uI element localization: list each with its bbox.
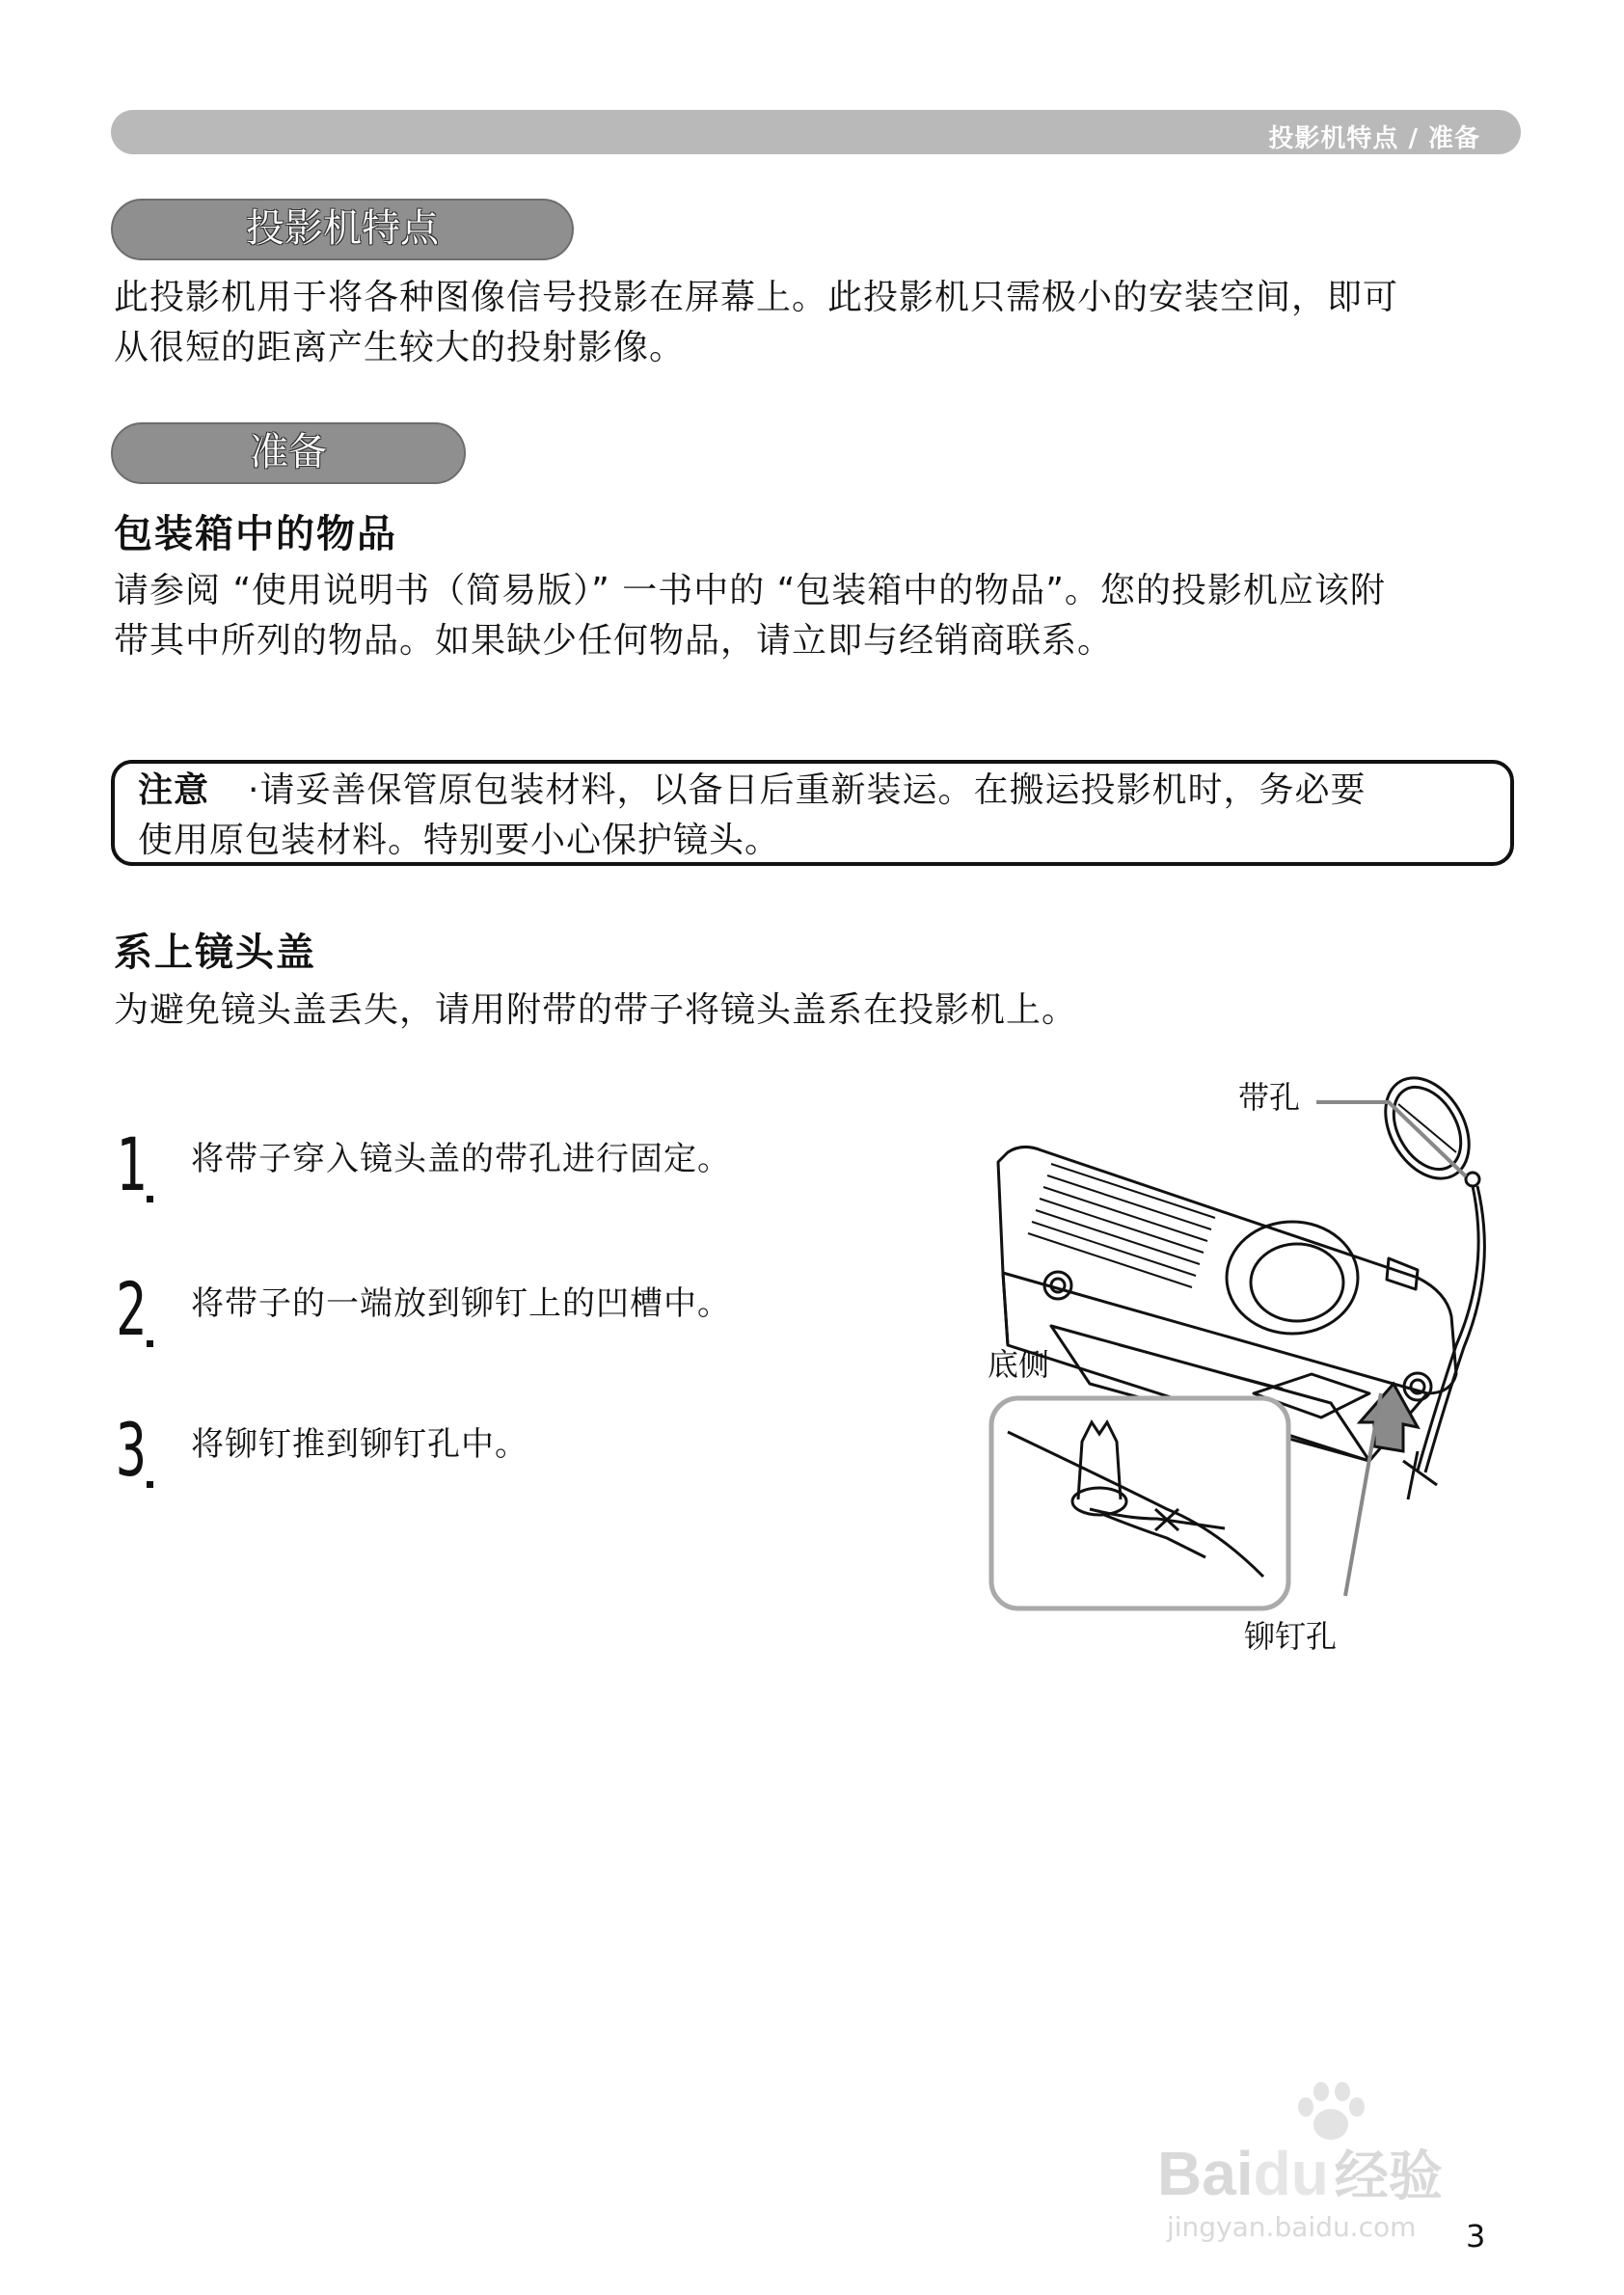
note-content <box>138 766 1493 866</box>
lens-cap-intro: 为避免镜头盖丢失，请用附带的带子将镜头盖系在投影机上。 <box>114 990 1078 1030</box>
contents-line-1: 请参阅 “使用说明书（简易版）” 一书中的 “包装箱中的物品”。您的投影机应该附 <box>114 571 1386 610</box>
section-title-features-text: 投影机特点 <box>246 206 439 251</box>
note-label: 注意 <box>138 770 210 810</box>
contents-line-2: 带其中所列的物品。如果缺少任何物品，请立即与经销商联系。 <box>114 621 1114 661</box>
step-2-text: 将带子的一端放到铆钉上的凹槽中。 <box>191 1284 731 1323</box>
section-title-features <box>111 199 574 260</box>
contents-heading: 包装箱中的物品 <box>114 512 397 556</box>
features-line-2: 从很短的距离产生较大的投射影像。 <box>114 328 686 367</box>
step-1-text: 将带子穿入镜头盖的带孔进行固定。 <box>191 1140 731 1178</box>
header-bar <box>111 110 1521 154</box>
note-line-1 <box>138 766 1493 816</box>
note-box <box>111 760 1514 866</box>
label-rivet-hole: 铆钉孔 <box>1244 1618 1338 1655</box>
lens-cap-heading: 系上镜头盖 <box>114 931 316 975</box>
detail-inset <box>991 1398 1288 1608</box>
step-3-dot <box>147 1481 153 1488</box>
features-paragraph <box>114 273 1522 373</box>
breadcrumb: 投影机特点 / 准备 <box>1268 124 1480 153</box>
step-2-number: 2 <box>116 1266 148 1352</box>
watermark-brand: Bai <box>1157 2139 1254 2208</box>
contents-paragraph <box>114 566 1522 666</box>
watermark-url: jingyan.baidu.com <box>1167 2211 1417 2243</box>
section-title-preparation <box>111 422 466 484</box>
features-line-1: 此投影机用于将各种图像信号投影在屏幕上。此投影机只需极小的安装空间，即可 <box>114 278 1399 317</box>
step-3-number: 3 <box>116 1407 148 1493</box>
step-1-dot <box>147 1196 153 1202</box>
step-3-text: 将铆钉推到铆钉孔中。 <box>191 1425 528 1464</box>
step-2-dot <box>147 1340 153 1347</box>
section-title-preparation-text: 准备 <box>250 430 327 474</box>
label-bottom: 底侧 <box>988 1346 1050 1383</box>
note-line-2: 使用原包装材料。特别要小心保护镜头。 <box>138 821 781 860</box>
label-strap-hole: 带孔 <box>1238 1079 1301 1116</box>
step-1-number: 1 <box>116 1121 148 1207</box>
note-text-1: ·请妥善保管原包装材料，以备日后重新装运。在搬运投影机时，务必要 <box>248 770 1367 810</box>
page-number: 3 <box>1466 2218 1486 2254</box>
projector-illustration <box>964 1056 1543 1673</box>
watermark-cn: 经验 <box>1334 2146 1443 2206</box>
watermark-du: du <box>1253 2139 1329 2208</box>
